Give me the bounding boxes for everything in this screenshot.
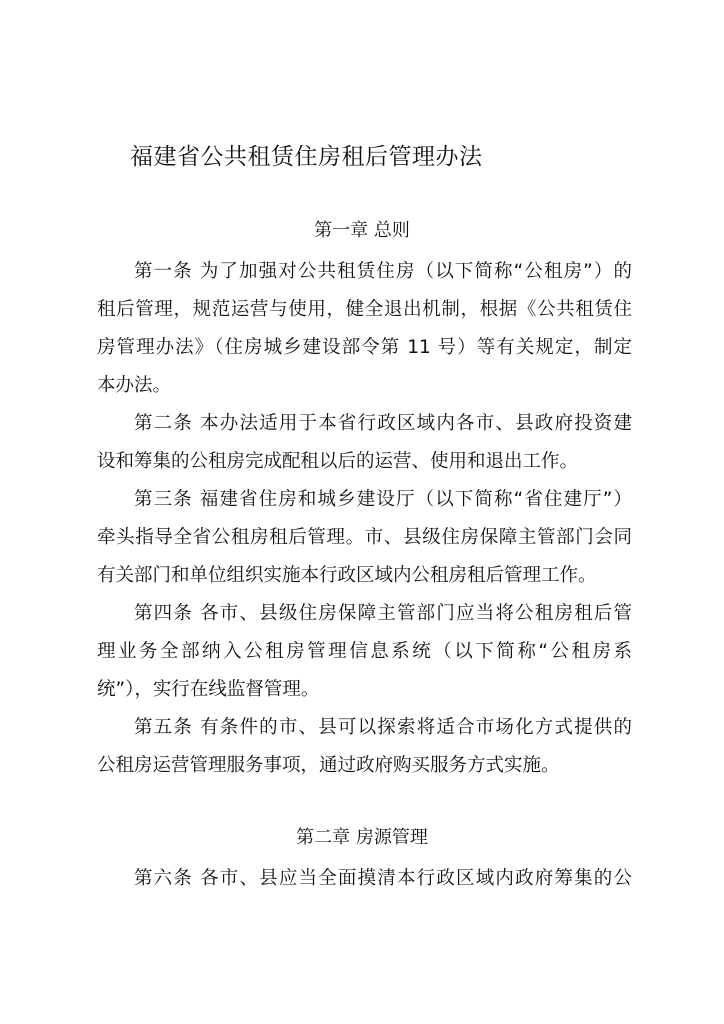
paragraph-line: 设和筹集的公租房完成配租以后的运营、使用和退出工作。 xyxy=(97,451,579,472)
paragraph-line: 第二条 本办法适用于本省行政区域内各市、县政府投资建 xyxy=(134,413,632,434)
paragraph-line: 第六条 各市、县应当全面摸清本行政区域内政府筹集的公 xyxy=(134,868,632,889)
paragraph-line: 公租房运营管理服务事项，通过政府购买服务方式实施。 xyxy=(97,755,560,776)
paragraph-line: 租后管理，规范运营与使用，健全退出机制，根据《公共租赁住 xyxy=(97,299,632,320)
chapter-heading: 第二章 房源管理 xyxy=(296,827,428,848)
paragraph-line: 本办法。 xyxy=(97,375,172,396)
paragraph-line: 第三条 福建省住房和城乡建设厅（以下简称“省住建厅”） xyxy=(134,489,632,510)
paragraph-line: 有关部门和单位组织实施本行政区域内公租房租后管理工作。 xyxy=(97,565,597,586)
document-title: 福建省公共租赁住房租后管理办法 xyxy=(130,144,483,170)
paragraph-line: 第一条 为了加强对公共租赁住房（以下简称“公租房”）的 xyxy=(134,261,632,282)
paragraph-line: 第五条 有条件的市、县可以探索将适合市场化方式提供的 xyxy=(134,717,632,738)
paragraph-line: 房管理办法》（住房城乡建设部令第 11 号）等有关规定，制定 xyxy=(97,337,632,358)
paragraph-line: 统”），实行在线监督管理。 xyxy=(97,679,320,700)
paragraph-line: 牵头指导全省公租房租后管理。市、县级住房保障主管部门会同 xyxy=(97,527,632,548)
paragraph-line: 第四条 各市、县级住房保障主管部门应当将公租房租后管 xyxy=(134,603,632,624)
chapter-heading: 第一章 总则 xyxy=(314,220,410,241)
paragraph-line: 理业务全部纳入公租房管理信息系统（以下简称“公租房系 xyxy=(97,641,632,662)
